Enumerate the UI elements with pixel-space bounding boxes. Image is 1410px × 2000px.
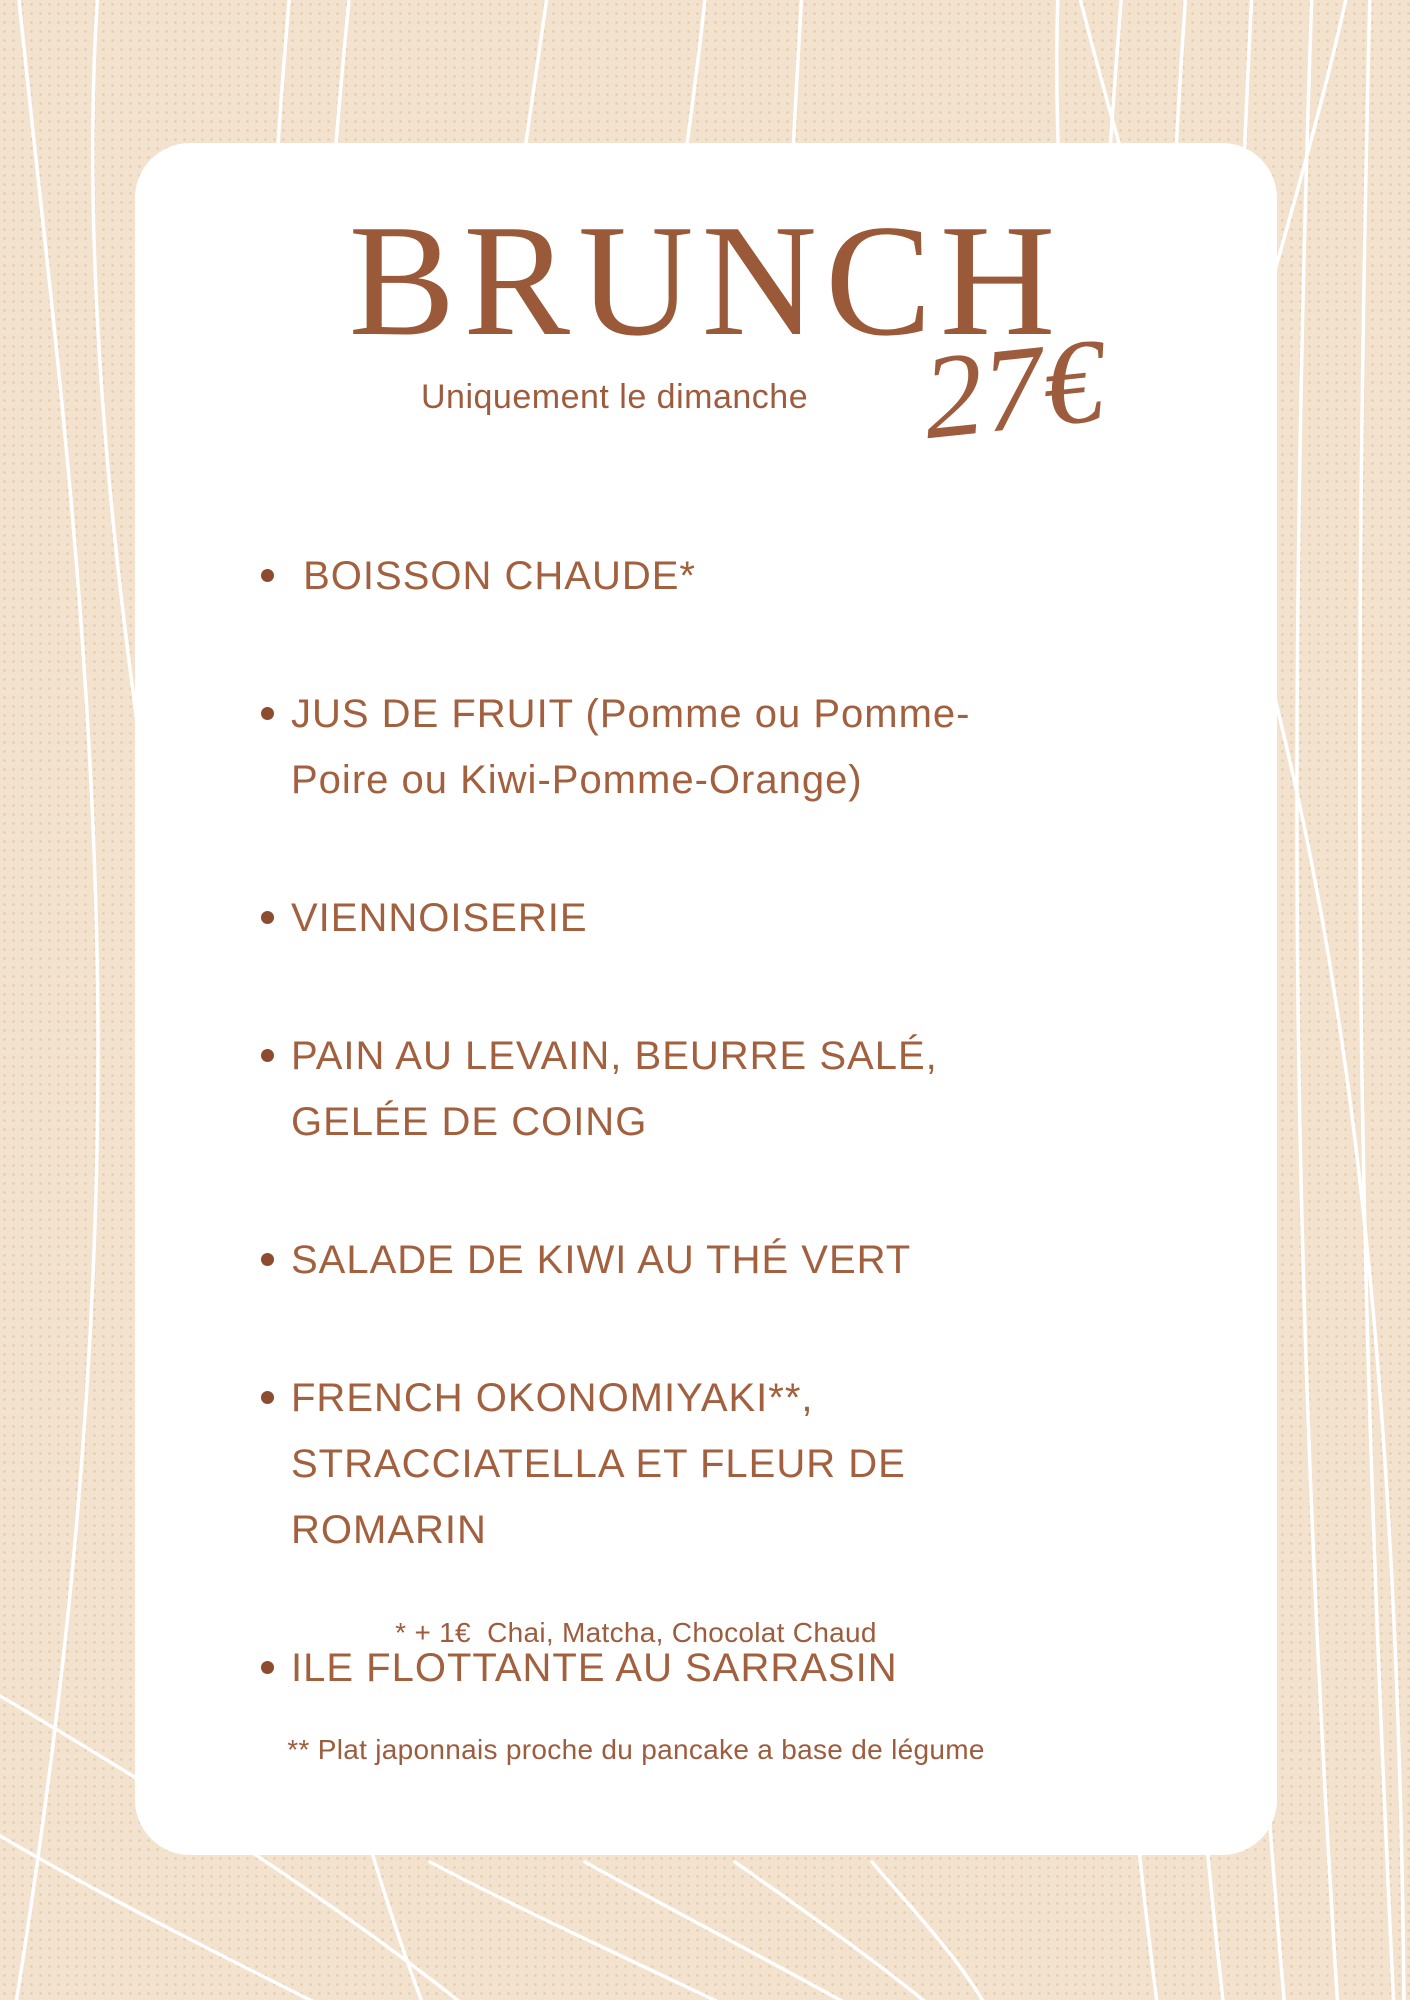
menu-item xyxy=(135,885,1021,951)
menu-item xyxy=(135,1365,1021,1563)
menu-price: 27€ xyxy=(916,312,1110,465)
menu-item-text: ILE FLOTTANTE AU SARRASIN xyxy=(291,1646,898,1690)
menu-item-text: PAIN AU LEVAIN, BEURRE SALÉ, GELÉE DE COING xyxy=(291,1034,950,1144)
menu-item xyxy=(135,681,1021,813)
menu-item-text: FRENCH OKONOMIYAKI**, STRACCIATELLA ET FLEUR DE ROMARIN xyxy=(291,1376,918,1552)
menu-item-text: JUS DE FRUIT (Pomme ou Pomme-Poire ou Kiwi-Pomme-Orange) xyxy=(291,692,971,802)
bullet-icon xyxy=(261,1253,274,1266)
menu-subtitle: Uniquement le dimanche xyxy=(421,378,809,416)
bullet-icon xyxy=(261,1049,274,1062)
menu-item-text: VIENNOISERIE xyxy=(291,896,588,940)
menu-item-text: BOISSON CHAUDE* xyxy=(291,554,696,598)
bullet-icon xyxy=(261,707,274,720)
menu-card xyxy=(135,143,1277,1855)
bullet-icon xyxy=(261,911,274,924)
footnote-okonomiyaki-definition: ** Plat japonnais proche du pancake a base de légume xyxy=(287,1734,985,1765)
menu-footnotes xyxy=(65,1535,1207,1847)
menu-item xyxy=(135,543,1021,609)
bullet-icon xyxy=(261,1391,274,1404)
bullet-icon xyxy=(261,569,274,582)
menu-item xyxy=(135,1227,1021,1293)
menu-item-text: SALADE DE KIWI AU THÉ VERT xyxy=(291,1238,912,1282)
footnote-hot-drink-supplement: * + 1€ Chai, Matcha, Chocolat Chaud xyxy=(395,1617,877,1648)
menu-item xyxy=(135,1023,1021,1155)
menu-title: BRUNCH xyxy=(348,191,1064,369)
